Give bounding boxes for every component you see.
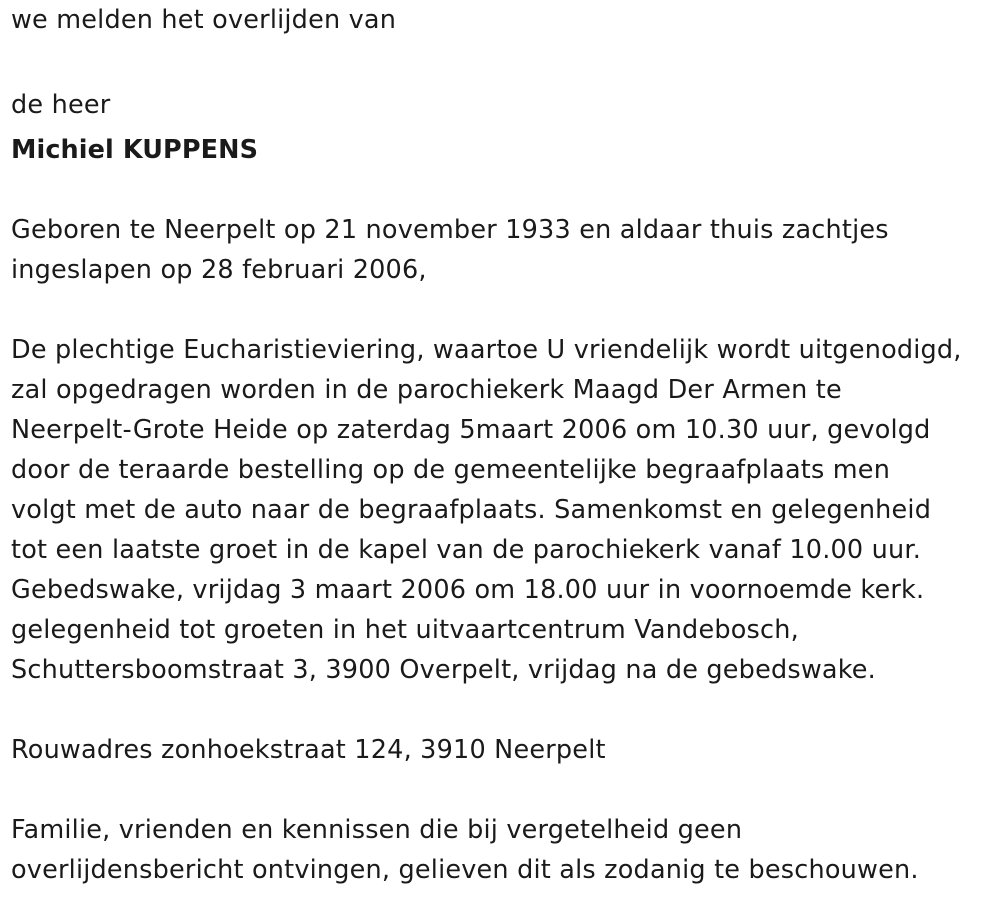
ceremony-line: door de teraarde bestelling op de gemeentelijke begraafplaats men xyxy=(11,455,891,485)
ceremony-line: De plechtige Eucharistieviering, waartoe U vriendelijk wordt uitgenodigd, xyxy=(11,335,962,365)
spacer xyxy=(11,170,996,210)
ceremony-line: Schuttersboomstraat 3, 3900 Overpelt, vrijdag na de gebedswake. xyxy=(11,655,876,685)
closing-paragraph xyxy=(11,810,996,890)
ceremony-line: tot een laatste groet in de kapel van de parochiekerk vanaf 10.00 uur. xyxy=(11,535,922,565)
closing-line: overlijdensbericht ontvingen, gelieven dit als zodanig te beschouwen. xyxy=(11,855,919,885)
birth-line: ingeslapen op 28 februari 2006, xyxy=(11,255,427,285)
spacer xyxy=(11,770,996,810)
closing-line: Familie, vrienden en kennissen die bij vergetelheid geen xyxy=(11,815,743,845)
salutation: de heer xyxy=(11,90,111,120)
spacer xyxy=(11,40,996,80)
ceremony-line: Gebedswake, vrijdag 3 maart 2006 om 18.00 uur in voornoemde kerk. xyxy=(11,575,925,605)
birth-line: Geboren te Neerpelt op 21 november 1933 en aldaar thuis zachtjes xyxy=(11,215,889,245)
spacer xyxy=(11,290,996,330)
intro-text: we melden het overlijden van xyxy=(11,5,397,35)
deceased-name: Michiel KUPPENS xyxy=(11,135,259,165)
death-notice xyxy=(11,0,996,890)
ceremony-line: Neerpelt-Grote Heide op zaterdag 5maart 2006 om 10.30 uur, gevolgd xyxy=(11,415,931,445)
spacer xyxy=(11,690,996,730)
ceremony-line: volgt met de auto naar de begraafplaats. Samenkomst en gelegenheid xyxy=(11,495,932,525)
ceremony-paragraph xyxy=(11,330,996,690)
ceremony-line: gelegenheid tot groeten in het uitvaartcentrum Vandebosch, xyxy=(11,615,799,645)
mourning-address: Rouwadres zonhoekstraat 124, 3910 Neerpelt xyxy=(11,735,606,765)
birth-paragraph xyxy=(11,210,996,290)
ceremony-line: zal opgedragen worden in de parochiekerk Maagd Der Armen te xyxy=(11,375,842,405)
